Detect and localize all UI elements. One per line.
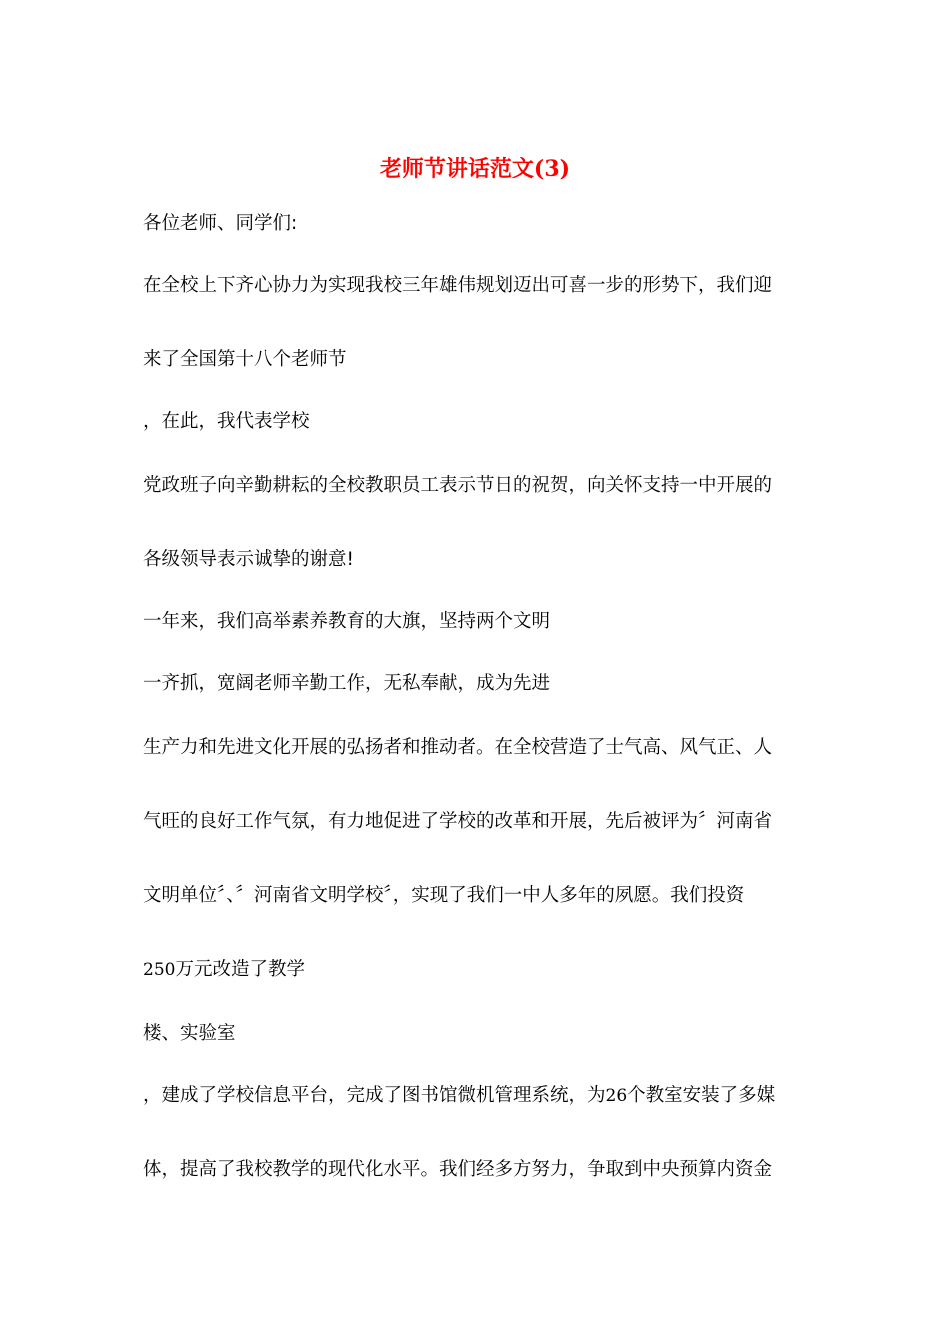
paragraph-line: 党政班子向辛勤耕耘的全校教职员工表示节日的祝贺，向关怀支持一中开展的	[143, 475, 773, 496]
paragraph-line: 楼、实验室	[143, 1023, 236, 1044]
paragraph-line: 生产力和先进文化开展的弘扬者和推动者。在全校营造了士气高、风气正、人	[143, 737, 773, 758]
paragraph-line: 文明单位〞、〞河南省文明学校〞，实现了我们一中人多年的夙愿。我们投资	[143, 885, 745, 906]
line-text: 万元改造了教学	[175, 959, 305, 980]
investment-amount: 250	[143, 960, 176, 980]
paragraph-line: 一年来，我们高举素养教育的大旗，坚持两个文明	[143, 611, 551, 632]
paragraph-line	[143, 1082, 775, 1110]
document-title: 老师节讲话范文(3)	[379, 156, 571, 182]
paragraph-line: 体，提高了我校教学的现代化水平。我们经多方努力，争取到中央预算内资金	[143, 1159, 773, 1180]
paragraph-line	[143, 956, 305, 984]
paragraph-line: 来了全国第十八个老师节	[143, 349, 347, 370]
paragraph-line: ，在此，我代表学校	[143, 411, 310, 432]
paragraph-line: 各级领导表示诚挚的谢意!	[143, 549, 354, 570]
classroom-count: 26	[605, 1086, 628, 1106]
paragraph-line: 一齐抓，宽阔老师辛勤工作，无私奉献，成为先进	[143, 673, 551, 694]
paragraph-line: 在全校上下齐心协力为实现我校三年雄伟规划迈出可喜一步的形势下，我们迎	[143, 275, 773, 296]
paragraph-line: 气旺的良好工作气氛，有力地促进了学校的改革和开展，先后被评为〞河南省	[143, 811, 773, 832]
line-text: 个教室安装了多媒	[627, 1085, 776, 1106]
line-text: ，建成了学校信息平台，完成了图书馆微机管理系统，为	[143, 1085, 606, 1106]
salutation: 各位老师、同学们:	[143, 213, 298, 234]
